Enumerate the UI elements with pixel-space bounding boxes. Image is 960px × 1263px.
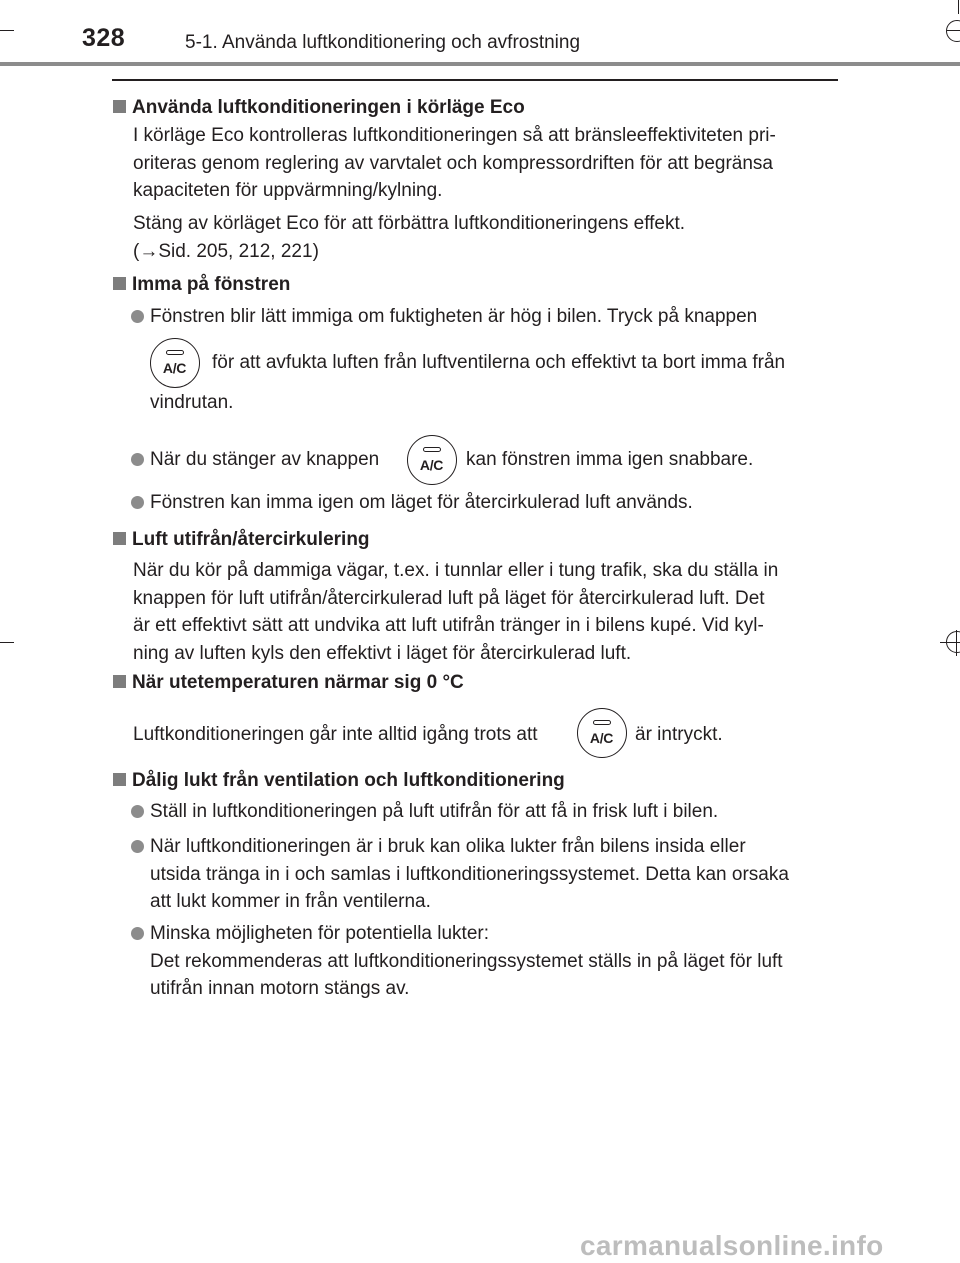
square-bullet-icon [113, 532, 126, 545]
imma-bullet-1-line-2: för att avfukta luften från luftventilerna och effektivt ta bort imma från [212, 352, 786, 373]
header-title: 5-1. Använda luftkonditionering och avfrostning [185, 32, 581, 53]
imma-bullet-1-line-3: vindrutan. [150, 392, 234, 413]
watermark: carmanualsonline.info [580, 1230, 884, 1261]
ute-text-pre: Luftkonditioneringen går inte alltid igång trots att [133, 724, 538, 745]
section-heading-imma: Imma på fönstren [113, 272, 290, 298]
ute-text-post: är intryckt. [635, 724, 723, 745]
paragraph-eco-1: I körläge Eco kontrolleras luftkonditioneringen så att bränsleeffektiviteten pri- oriteras genom reglering av varvtalet och kompressordriften för att begränsa kapaciteten för uppvärmning/kylning. [133, 125, 776, 201]
crop-mark [958, 0, 959, 14]
lukt-bullet-1: Ställ in luftkonditioneringen på luft utifrån för att få in frisk luft i bilen. [150, 801, 719, 822]
page-number: 328 [82, 24, 126, 52]
imma-bullet-2-pre: När du stänger av knappen [150, 449, 380, 470]
imma-bullet-1-line-1: Fönstren blir lätt immiga om fuktigheten är hög i bilen. Tryck på knappen [150, 306, 758, 327]
registration-mark-icon [946, 631, 960, 653]
lukt-bullet-2: När luftkonditioneringen är i bruk kan olika lukter från bilens insida eller utsida tränga in i och samlas i luftkonditioneringssystemet. Detta kan orsaka att lukt kommer in från ventilerna. [150, 836, 789, 912]
registration-mark-icon [946, 20, 960, 42]
crop-mark [0, 642, 14, 643]
imma-bullet-2-post: kan fönstren imma igen snabbare. [466, 449, 754, 470]
paragraph-eco-2: Stäng av körläget Eco för att förbättra luftkonditioneringens effekt. (→Sid. 205, 212, 221) [133, 210, 829, 265]
square-bullet-icon [113, 675, 126, 688]
square-bullet-icon [113, 277, 126, 290]
header-rule [112, 79, 838, 81]
section-heading-ute: När utetemperaturen närmar sig 0 °C [113, 670, 464, 696]
paragraph-luft: När du kör på dammiga vägar, t.ex. i tunnlar eller i tung trafik, ska du ställa in knappen för luft utifrån/återcirkulerad luft på läget för återcirkulerad luft. Det är ett effektivt sätt att undvika att luft utifrån tränger in i bilens kupé. Vid kyl- ning av luften kyls den effektivt i läget för återcirkulerad luft. [133, 560, 779, 664]
lukt-bullet-3: Minska möjligheten för potentiella lukter: Det rekommenderas att luftkonditioneringssystemet ställs in på läget för luft utifrån innan motorn stängs av. [150, 923, 783, 999]
section-heading-luft: Luft utifrån/återcirkulering [113, 527, 370, 553]
square-bullet-icon [113, 773, 126, 786]
ac-button-icon: A/C [150, 338, 200, 388]
imma-bullet-3: Fönstren kan imma igen om läget för återcirkulerad luft används. [150, 492, 693, 513]
ac-button-icon: A/C [577, 708, 627, 758]
section-heading-eco: Använda luftkonditioneringen i körläge Eco [113, 95, 525, 121]
square-bullet-icon [113, 100, 126, 113]
page-reference-link[interactable]: (→Sid. 205, 212, 221) [133, 240, 319, 262]
header-band [0, 62, 960, 66]
ac-button-icon: A/C [407, 435, 457, 485]
section-heading-lukt: Dålig lukt från ventilation och luftkonditionering [113, 768, 565, 794]
crop-mark [0, 30, 14, 31]
